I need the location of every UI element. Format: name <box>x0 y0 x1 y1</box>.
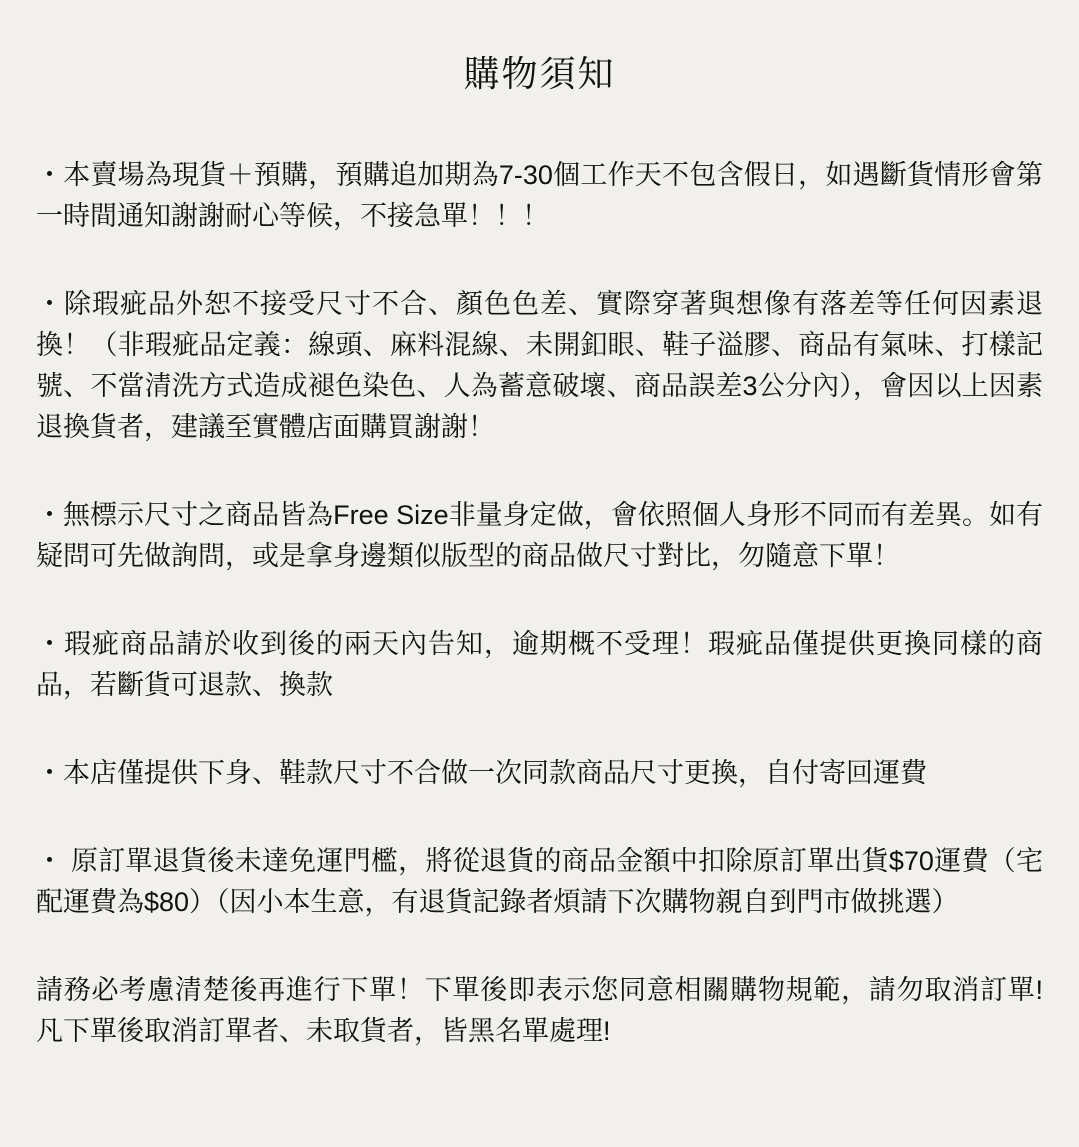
notice-paragraph-returns-policy: ・除瑕疵品外恕不接受尺寸不合、顏色色差、實際穿著與想像有落差等任何因素退換！（非瑕疵品定義：線頭、麻料混線、未開釦眼、鞋子溢膠、商品有氣味、打樣記號、不當清洗方式造成褪色染色、人為蓄意破壞、商品誤差3公分內），會因以上因素退換貨者，建議至實體店面購買謝謝！ <box>36 289 1043 442</box>
notice-paragraph-exchange: ・本店僅提供下身、鞋款尺寸不合做一次同款商品尺寸更換，自付寄回運費 <box>36 758 927 788</box>
notice-paragraph-defect-report: ・瑕疵商品請於收到後的兩天內告知，逾期概不受理！瑕疵品僅提供更換同樣的商品，若斷貨可退款、換款 <box>36 629 1043 700</box>
notice-paragraph-presale: ・本賣場為現貨＋預購，預購追加期為7-30個工作天不包含假日，如遇斷貨情形會第一時間通知謝謝耐心等候，不接急單！！！ <box>36 160 1043 231</box>
notice-paragraph-free-size: ・無標示尺寸之商品皆為Free Size非量身定做，會依照個人身形不同而有差異。如有疑問可先做詢問，或是拿身邊類似版型的商品做尺寸對比，勿隨意下單！ <box>36 500 1043 571</box>
notice-paragraph-shipping-fee: ・ 原訂單退貨後未達免運門檻，將從退貨的商品金額中扣除原訂單出貨$70運費（宅配運費為$80）（因小本生意，有退貨記錄者煩請下次購物親自到門市做挑選） <box>36 846 1043 917</box>
page-title: 購物須知 <box>463 53 616 94</box>
notice-paragraph-closing: 請務必考慮清楚後再進行下單！下單後即表示您同意相關購物規範，請勿取消訂單! 凡下單後取消訂單者、未取貨者，皆黑名單處理! <box>36 975 1043 1046</box>
